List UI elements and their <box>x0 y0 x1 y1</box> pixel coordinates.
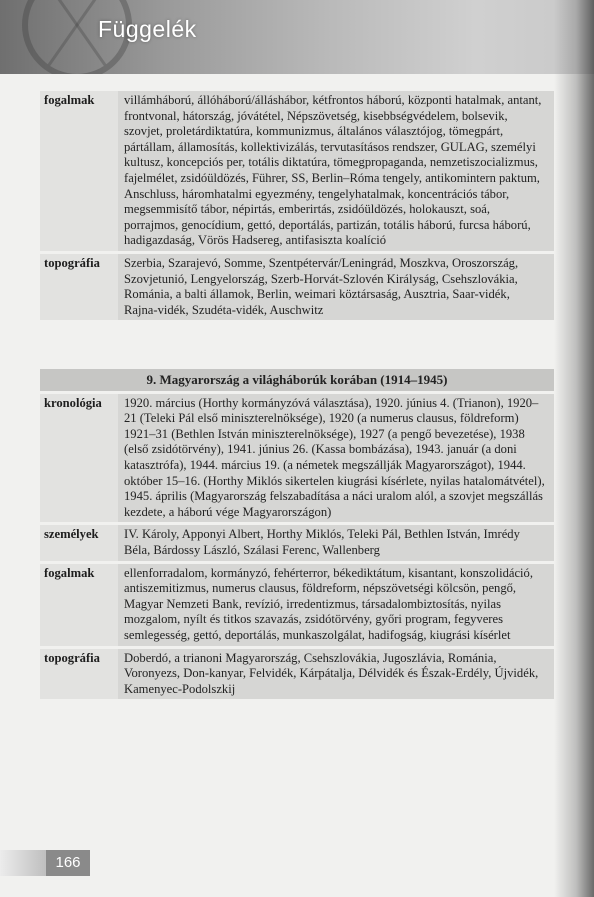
table-header-row <box>40 369 554 391</box>
row-text: Szerbia, Szarajevó, Somme, Szentpétervár/Leningrád, Moszkva, Oroszország, Szovjetunió, Lengyelország, Szerb-Horvát-Szlovén Királyság, Csehszlovákia, Románia, a balti államok, Berlin, weimari köztársaság, Ausztria, Saar-vidék, Rajna-vidék, Szudéta-vidék, Auschwitz <box>118 254 554 320</box>
row-text: Doberdó, a trianoni Magyarország, Csehszlovákia, Jugoszlávia, Románia, Voronyezs, Don-kanyar, Felvidék, Kárpátalja, Délvidék és Észak-Erdély, Újvidék, Kamenyec-Podolszkij <box>118 649 554 700</box>
row-label: topográfia <box>40 254 118 320</box>
row-label: kronológia <box>40 394 118 523</box>
table-row <box>40 91 554 251</box>
page-number: 166 <box>46 850 90 876</box>
table-row <box>40 394 554 523</box>
table-row <box>40 564 554 646</box>
row-text: IV. Károly, Apponyi Albert, Horthy Miklós, Teleki Pál, Bethlen István, Imrédy Béla, Bárdossy László, Szálasi Ferenc, Wallenberg <box>118 525 554 560</box>
page-curl-shadow <box>554 0 594 897</box>
row-label: fogalmak <box>40 91 118 251</box>
topics-table-hungary <box>40 366 554 702</box>
row-text: villámháború, állóháború/álláshábor, kétfrontos háború, központi hatalmak, antant, frontvonal, hátország, jóvátétel, Népszövetség, kisebbségvédelem, bolsevik, szovjet, proletárdiktatúra, kommunizmus, általános választójog, tömegpárt, pártállam, államosítás, kollektivizálás, tervutasításos rendszer, GULAG, személyi kultusz, koncepciós per, totális diktatúra, tömegpropaganda, nemzetiszocializmus, fajelmélet, zsidóüldözés, Führer, SS, Berlin–Róma tengely, antikomintern paktum, Anschluss, háromhatalmi egyezmény, tengelyhatalmak, koncentrációs tábor, megsemmisítő tábor, népirtás, emberirtás, zsidóüldözés, holokauszt, soá, porrajmos, genocídium, gettó, deportálás, partizán, totális háború, furcsa háború, hadigazdaság, Vörös Hadsereg, antifasiszta koalíció <box>118 91 554 251</box>
topics-table-ww-era <box>40 88 554 323</box>
row-text: ellenforradalom, kormányzó, fehérterror, békediktátum, kisantant, konszolidáció, antiszemitizmus, numerus clausus, földreform, népszövetségi kölcsön, pengő, Magyar Nemzeti Bank, revízió, irredentizmus, társadalombiztosítás, nyilas mozgalom, nyílt és titkos szavazás, zsidótörvény, győri program, fegyveres semlegesség, gettó, deportálás, munkaszolgálat, hadifogság, kiugrási kísérlet <box>118 564 554 646</box>
row-text: 1920. március (Horthy kormányzóvá választása), 1920. június 4. (Trianon), 1920–21 (Teleki Pál első miniszterelnöksége), 1920 (a numerus clausus, földreform) 1921–31 (Bethlen István miniszterelnöksége), 1927 (a pengő bevezetése), 1938 (első zsidótörvény), 1941. június 26. (Kassa bombázása), 1943. január (a doni katasztrófa), 1944. március 19. (a németek megszállják Magyarországot), 1944. október 15–16. (Horthy Miklós sikertelen kiugrási kísérlete, nyilas hatalomátvétel), 1945. április (Magyarország felszabadítása a náci uralom alól, a szovjet megszállás kezdete, a háború vége Magyarországon) <box>118 394 554 523</box>
table-row <box>40 649 554 700</box>
section-title: Függelék <box>98 16 197 42</box>
table-title: 9. Magyarország a világháborúk korában (1914–1945) <box>40 369 554 391</box>
row-label: fogalmak <box>40 564 118 646</box>
row-label: topográfia <box>40 649 118 700</box>
header-banner <box>0 0 594 74</box>
table-row <box>40 254 554 320</box>
page-number-bar <box>0 850 46 876</box>
row-label: személyek <box>40 525 118 560</box>
table-row <box>40 525 554 560</box>
